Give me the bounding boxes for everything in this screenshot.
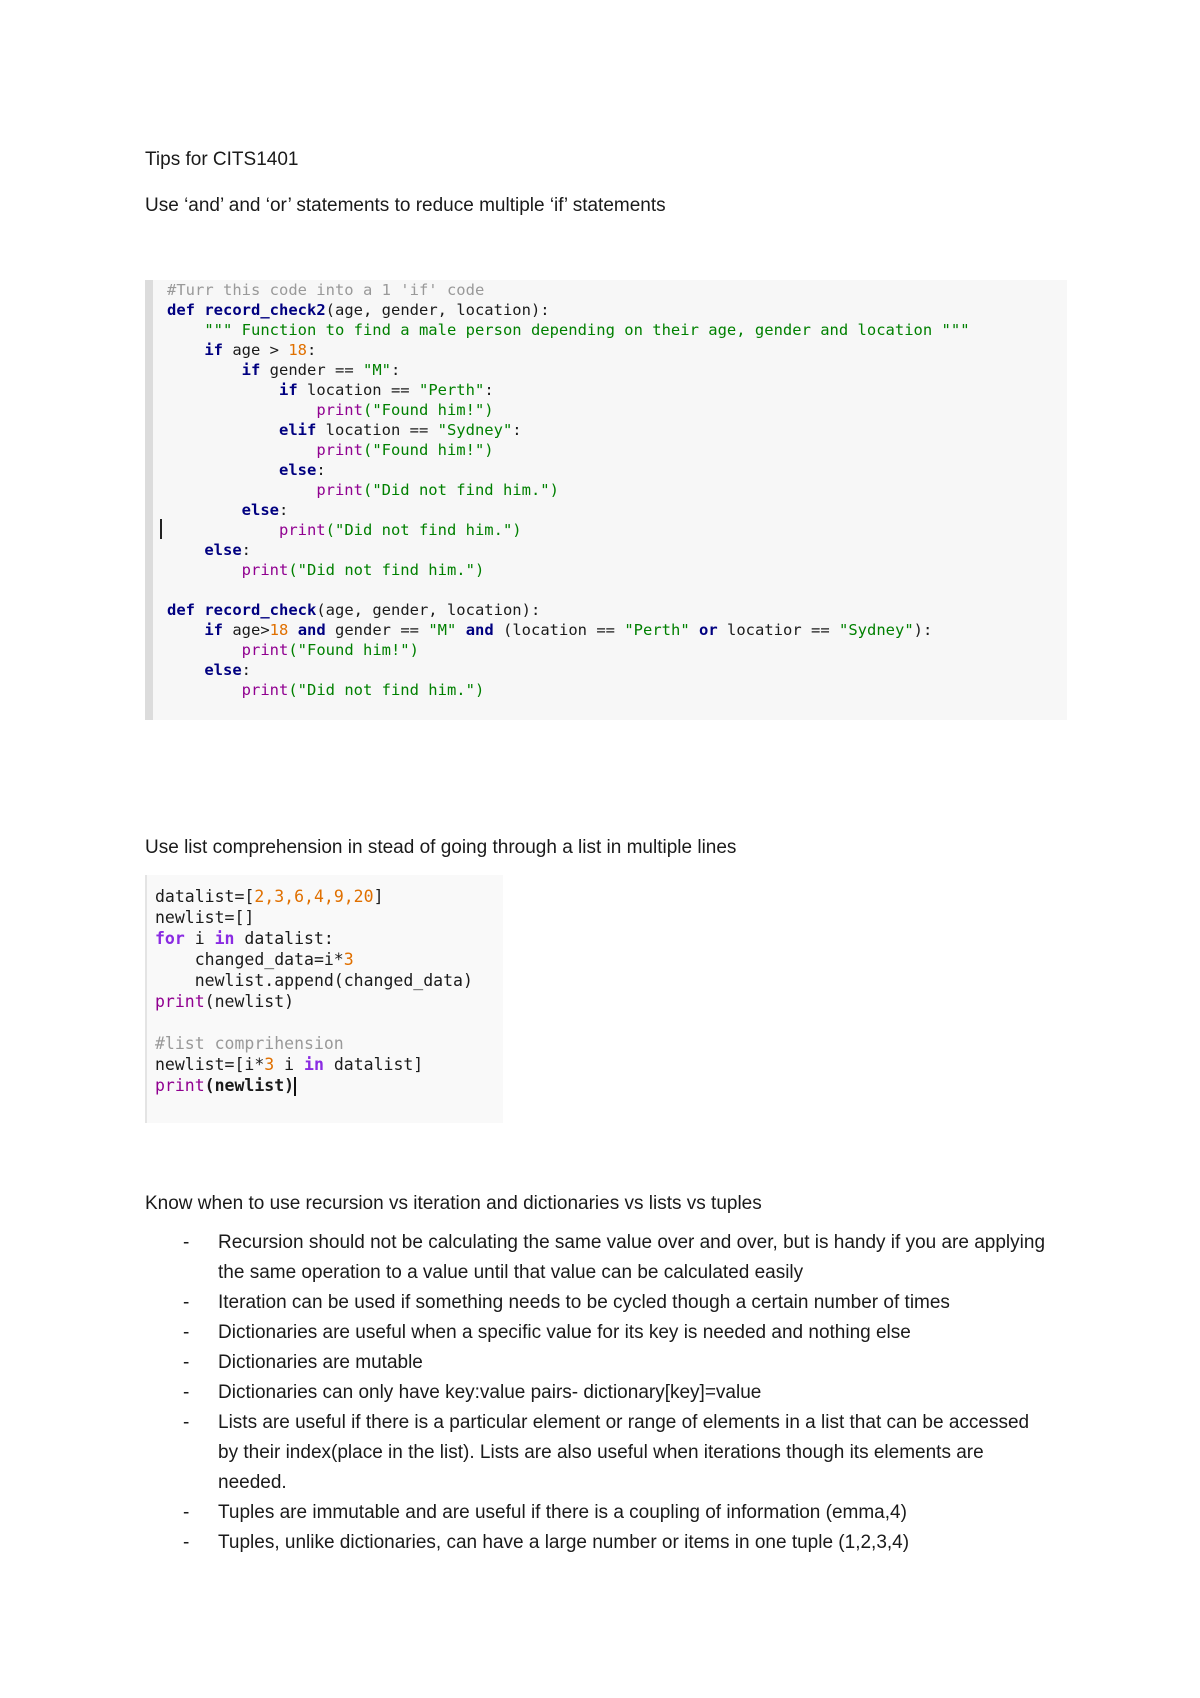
tips-bullet-list [145, 1228, 1045, 1558]
code-block-if-statements [145, 280, 1067, 720]
list-item: - Lists are useful if there is a particular element or range of elements in a list that can be accessed by their index(place in the list). Lists are also useful when iterations though its elements are needed. [183, 1412, 1030, 1493]
list-item: - Dictionaries are mutable [183, 1352, 423, 1373]
code-line: print("Found him!") [241, 641, 419, 659]
code-line: """ Function to find a male person depending on their age, gender and location """ [204, 321, 970, 339]
code-line: print("Found him!") [316, 401, 494, 419]
code-line: if age>18 and gender == "M" and (location == "Perth" or locatior == "Sydney"): [204, 621, 933, 639]
page-title: Tips for CITS1401 [145, 149, 299, 170]
text-cursor [294, 1077, 296, 1096]
list-item: - Tuples, unlike dictionaries, can have a large number or items in one tuple (1,2,3,4) [183, 1532, 910, 1553]
code-line: else: [278, 461, 326, 479]
code-line: print("Did not find him.") [316, 481, 559, 499]
section3-heading: Know when to use recursion vs iteration and dictionaries vs lists vs tuples [145, 1193, 762, 1214]
list-item: - Dictionaries are useful when a specific value for its key is needed and nothing else [183, 1322, 911, 1343]
code-line: newlist=[] [155, 908, 255, 927]
code-line: if location == "Perth": [278, 381, 494, 399]
code-line: def record_check2(age, gender, location): [167, 301, 550, 319]
code-line: if gender == "M": [241, 361, 401, 379]
code-line: print("Did not find him.") [241, 561, 485, 579]
code-line: datalist=[2,3,6,4,9,20] [155, 887, 384, 906]
code-line: #Turr this code into a 1 'if' code [167, 281, 485, 299]
code-line: else: [204, 541, 251, 559]
code-line: for i in datalist: [155, 929, 334, 948]
code-line: else: [204, 661, 251, 679]
code-line: #list comprihension [155, 1034, 344, 1053]
code-line: def record_check(age, gender, location): [167, 601, 541, 619]
code-line: elif location == "Sydney": [278, 421, 522, 439]
code-line: print(newlist) [155, 1076, 295, 1095]
code-line: else: [241, 501, 289, 519]
list-item: - Dictionaries can only have key:value pairs- dictionary[key]=value [183, 1382, 762, 1403]
code-block-list-comprehension [145, 875, 503, 1123]
section2-heading: Use list comprehension in stead of going through a list in multiple lines [145, 837, 737, 858]
code-line: changed_data=i*3 [155, 950, 354, 969]
code-line: print(newlist) [155, 992, 295, 1011]
list-item: - Iteration can be used if something needs to be cycled though a certain number of times [183, 1292, 950, 1313]
text-cursor [160, 519, 162, 539]
code-line: print("Found him!") [316, 441, 494, 459]
list-item: - Recursion should not be calculating the same value over and over, but is handy if you are applying the same operation to a value until that value can be calculated easily [183, 1232, 1046, 1283]
code-line: print("Did not find him.") [241, 681, 485, 699]
code-line: print("Did not find him.") [278, 521, 522, 539]
section1-heading: Use ‘and’ and ‘or’ statements to reduce multiple ‘if’ statements [145, 195, 666, 216]
code-line: if age > 18: [204, 341, 317, 359]
code-line: newlist=[i*3 i in datalist] [155, 1055, 424, 1074]
code-line: newlist.append(changed_data) [155, 971, 473, 990]
list-item: - Tuples are immutable and are useful if there is a coupling of information (emma,4) [183, 1502, 907, 1523]
